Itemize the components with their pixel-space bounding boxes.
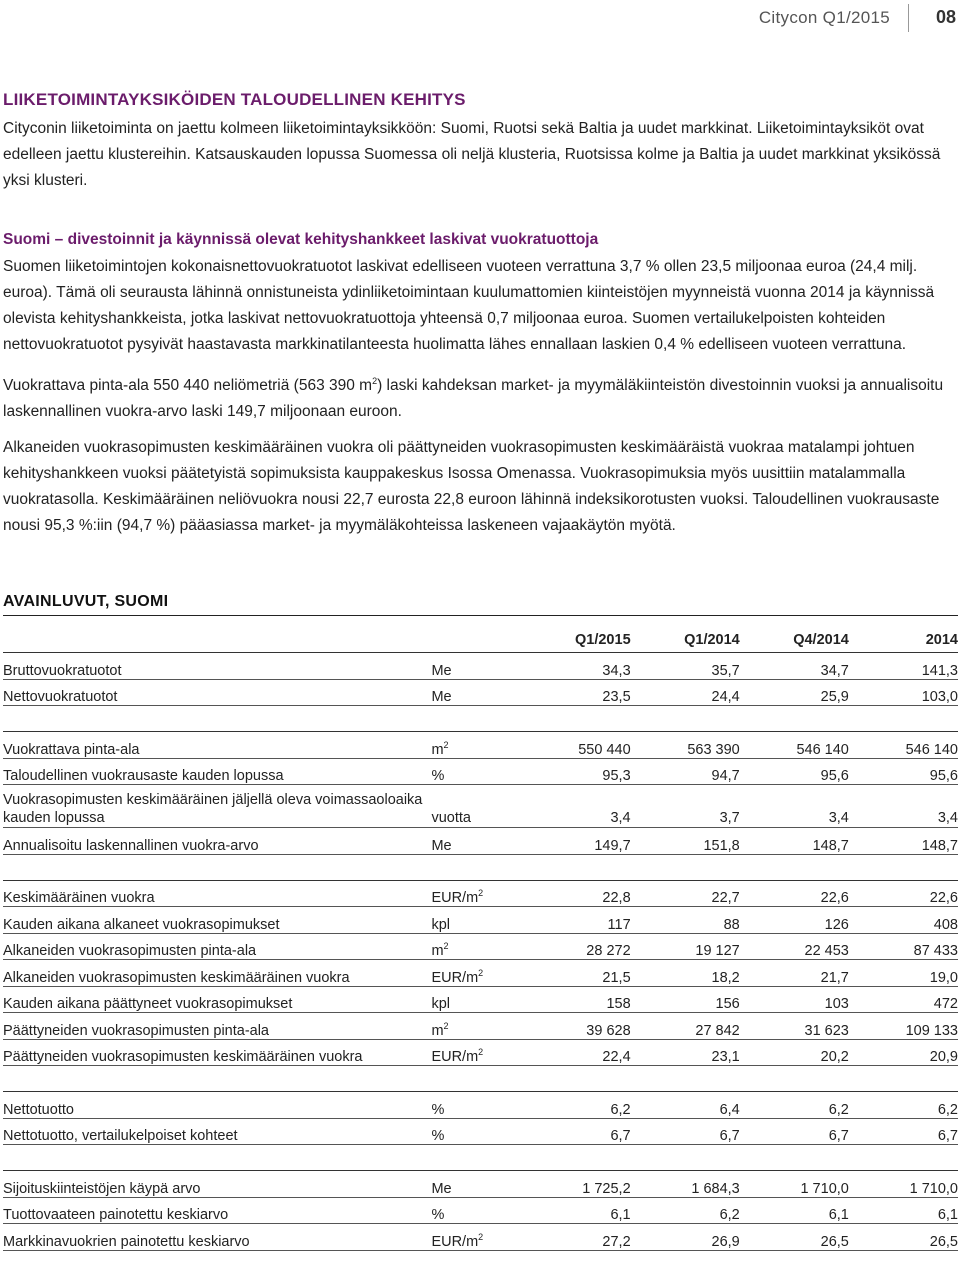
- table-title: AVAINLUVUT, SUOMI: [3, 593, 958, 616]
- value-cell: 6,1: [522, 1197, 631, 1224]
- table-row: [3, 933, 958, 960]
- column-header: Q1/2015: [522, 626, 631, 653]
- value-cell: 6,7: [849, 1118, 958, 1145]
- unit-text: EUR/m: [431, 1233, 479, 1250]
- value-cell: 18,2: [631, 960, 740, 987]
- unit-text: Me: [431, 689, 452, 706]
- row-label: Tuottovaateen painotettu keskiarvo: [3, 1197, 431, 1224]
- value-cell: 151,8: [631, 828, 740, 855]
- header-label-cell: [3, 626, 431, 653]
- value-cell: 6,2: [849, 1092, 958, 1119]
- row-unit: [431, 933, 521, 960]
- table-row: [3, 653, 958, 680]
- value-cell: 6,2: [631, 1197, 740, 1224]
- value-cell: 19 127: [631, 933, 740, 960]
- row-label: Markkinavuokrien painotettu keskiarvo: [3, 1224, 431, 1251]
- unit-text: %: [431, 1101, 445, 1118]
- value-cell: 103,0: [849, 679, 958, 706]
- row-label: Sijoituskiinteistöjen käypä arvo: [3, 1171, 431, 1198]
- table-row: [3, 1171, 958, 1198]
- value-cell: 6,1: [849, 1197, 958, 1224]
- row-unit: [431, 1197, 521, 1224]
- unit-superscript: 2: [478, 967, 484, 978]
- unit-text: Me: [431, 662, 452, 679]
- table-row: [3, 785, 958, 828]
- unit-text: m: [431, 741, 444, 758]
- row-label: Nettotuotto, vertailukelpoiset kohteet: [3, 1118, 431, 1145]
- paragraph-finland-2-part-b: ) laski kahdeksan market- ja myymäläkiinteistön divestoinnin vuoksi ja annualisoitu laskennallinen vuokra-arvo laski 149,7 miljoonaan euroon.: [3, 377, 944, 421]
- unit-superscript: 2: [443, 739, 449, 750]
- table-row: [3, 1197, 958, 1224]
- unit-text: kpl: [431, 996, 450, 1013]
- document-body: [3, 90, 958, 1251]
- row-unit: [431, 960, 521, 987]
- value-cell: 26,5: [849, 1224, 958, 1251]
- value-cell: 22,6: [740, 880, 849, 907]
- value-cell: 26,5: [740, 1224, 849, 1251]
- value-cell: 22 453: [740, 933, 849, 960]
- spacer-cell: [3, 854, 958, 880]
- value-cell: 34,7: [740, 653, 849, 680]
- unit-text: %: [431, 768, 445, 785]
- table-row: [3, 732, 958, 759]
- row-label: Päättyneiden vuokrasopimusten keskimääräinen vuokra: [3, 1039, 431, 1066]
- group-spacer-row: [3, 854, 958, 880]
- row-label: Vuokrattava pinta-ala: [3, 732, 431, 759]
- table-row: [3, 1118, 958, 1145]
- unit-superscript: 2: [443, 1020, 449, 1031]
- group-spacer-row: [3, 706, 958, 732]
- row-label: Vuokrasopimusten keskimääräinen jäljellä oleva voimassaoloaika kauden lopussa: [3, 785, 431, 828]
- value-cell: 546 140: [740, 732, 849, 759]
- unit-superscript: 2: [478, 888, 484, 899]
- group-spacer-row: [3, 1066, 958, 1092]
- value-cell: 26,9: [631, 1224, 740, 1251]
- row-unit: [431, 785, 521, 828]
- value-cell: 24,4: [631, 679, 740, 706]
- value-cell: 6,4: [631, 1092, 740, 1119]
- table-row: [3, 907, 958, 934]
- row-label: Nettotuotto: [3, 1092, 431, 1119]
- spacer-cell: [3, 1145, 958, 1171]
- header-divider: [908, 4, 909, 32]
- unit-superscript: 2: [478, 1231, 484, 1242]
- row-unit: [431, 828, 521, 855]
- table-row: [3, 986, 958, 1013]
- table-header-row: [3, 626, 958, 653]
- table-row: [3, 1039, 958, 1066]
- value-cell: 19,0: [849, 960, 958, 987]
- unit-text: vuotta: [431, 810, 471, 827]
- value-cell: 472: [849, 986, 958, 1013]
- unit-text: m: [431, 1022, 444, 1039]
- table-row: [3, 758, 958, 785]
- spacer-cell: [3, 1066, 958, 1092]
- value-cell: 39 628: [522, 1013, 631, 1040]
- value-cell: 546 140: [849, 732, 958, 759]
- value-cell: 22,6: [849, 880, 958, 907]
- page-number: 08: [935, 7, 956, 27]
- value-cell: 109 133: [849, 1013, 958, 1040]
- row-label: Nettovuokratuotot: [3, 679, 431, 706]
- row-label: Kauden aikana päättyneet vuokrasopimukset: [3, 986, 431, 1013]
- value-cell: 87 433: [849, 933, 958, 960]
- row-unit: [431, 1039, 521, 1066]
- header-unit-cell: [431, 626, 521, 653]
- paragraph-finland-2: [3, 368, 958, 425]
- row-unit: [431, 1118, 521, 1145]
- value-cell: 6,2: [522, 1092, 631, 1119]
- value-cell: 148,7: [740, 828, 849, 855]
- row-label: Bruttovuokratuotot: [3, 653, 431, 680]
- value-cell: 94,7: [631, 758, 740, 785]
- value-cell: 88: [631, 907, 740, 934]
- paragraph-finland-2-part-a: Vuokrattava pinta-ala 550 440 neliömetriä (563 390 m: [3, 377, 373, 395]
- row-unit: [431, 1092, 521, 1119]
- value-cell: 6,1: [740, 1197, 849, 1224]
- row-unit: [431, 653, 521, 680]
- value-cell: 3,7: [631, 785, 740, 828]
- unit-text: %: [431, 1128, 445, 1145]
- table-row: [3, 1224, 958, 1251]
- value-cell: 3,4: [849, 785, 958, 828]
- column-header: Q4/2014: [740, 626, 849, 653]
- unit-text: %: [431, 1207, 445, 1224]
- value-cell: 1 725,2: [522, 1171, 631, 1198]
- value-cell: 95,3: [522, 758, 631, 785]
- value-cell: 550 440: [522, 732, 631, 759]
- value-cell: 3,4: [740, 785, 849, 828]
- paragraph-business-units: Cityconin liiketoiminta on jaettu kolmeen liiketoimintayksikköön: Suomi, Ruotsi sekä Baltia ja uudet markkinat. Liiketoimintayksiköt ovat edelleen jaettu klustereihin. Katsauskauden lopussa Suomessa oli neljä klusteria, Ruotsissa kolme ja Baltia ja uudet markkinat yksikössä yksi klusteri.: [3, 120, 941, 189]
- unit-text: EUR/m: [431, 969, 479, 986]
- row-label: Taloudellinen vuokrausaste kauden lopussa: [3, 758, 431, 785]
- row-label: Kauden aikana alkaneet vuokrasopimukset: [3, 907, 431, 934]
- value-cell: 126: [740, 907, 849, 934]
- row-label: Alkaneiden vuokrasopimusten keskimääräinen vuokra: [3, 960, 431, 987]
- spacer-cell: [3, 706, 958, 732]
- value-cell: 103: [740, 986, 849, 1013]
- unit-text: kpl: [431, 916, 450, 933]
- value-cell: 117: [522, 907, 631, 934]
- value-cell: 6,7: [740, 1118, 849, 1145]
- paragraph-finland-1: Suomen liiketoimintojen kokonaisnettovuokratuotot laskivat edelliseen vuoteen verrattuna 3,7 % ollen 23,5 miljoonaa euroa (24,4 milj. euroa). Tämä oli seurausta lähinnä onnistuneista ydinliiketoimintaan kuulumattomien kiinteistöjen myynneistä vuonna 2014 ja käynnissä olevista kehityshankkeista, jotka laskivat nettovuokratuottoja yhteensä 0,7 miljoonaa euroa. Suomen vertailukelpoisten kohteiden nettovuokratuotot pysyivät haastavasta markkinatilanteesta huolimatta lähes ennallaan laskien 0,4 % edelliseen vuoteen verrattuna.: [3, 258, 935, 353]
- row-unit: [431, 1224, 521, 1251]
- value-cell: 22,7: [631, 880, 740, 907]
- report-title: Citycon Q1/2015: [758, 8, 890, 27]
- value-cell: 6,7: [631, 1118, 740, 1145]
- row-label: Päättyneiden vuokrasopimusten pinta-ala: [3, 1013, 431, 1040]
- row-unit: [431, 907, 521, 934]
- row-unit: [431, 986, 521, 1013]
- table-row: [3, 679, 958, 706]
- value-cell: 1 710,0: [849, 1171, 958, 1198]
- table-row: [3, 1092, 958, 1119]
- value-cell: 95,6: [849, 758, 958, 785]
- section-heading-business-units: LIIKETOIMINTAYKSIKÖIDEN TALOUDELLINEN KEHITYS: [3, 90, 466, 109]
- unit-text: EUR/m: [431, 890, 479, 907]
- value-cell: 25,9: [740, 679, 849, 706]
- value-cell: 1 710,0: [740, 1171, 849, 1198]
- value-cell: 141,3: [849, 653, 958, 680]
- value-cell: 95,6: [740, 758, 849, 785]
- row-unit: [431, 679, 521, 706]
- unit-superscript: 2: [478, 1047, 484, 1058]
- unit-text: EUR/m: [431, 1049, 479, 1066]
- page-header: [0, 0, 960, 40]
- superscript: 2: [372, 376, 378, 386]
- group-spacer-row: [3, 1145, 958, 1171]
- table-row: [3, 880, 958, 907]
- unit-text: Me: [431, 837, 452, 854]
- table-row: [3, 828, 958, 855]
- table-row: [3, 960, 958, 987]
- value-cell: 6,2: [740, 1092, 849, 1119]
- column-header: Q1/2014: [631, 626, 740, 653]
- row-unit: [431, 1171, 521, 1198]
- value-cell: 6,7: [522, 1118, 631, 1145]
- section-heading-finland: Suomi – divestoinnit ja käynnissä olevat kehityshankkeet laskivat vuokratuottoja: [3, 231, 599, 248]
- value-cell: 21,5: [522, 960, 631, 987]
- row-label: Annualisoitu laskennallinen vuokra-arvo: [3, 828, 431, 855]
- value-cell: 22,8: [522, 880, 631, 907]
- row-label: Keskimääräinen vuokra: [3, 880, 431, 907]
- value-cell: 23,1: [631, 1039, 740, 1066]
- paragraph-finland-3: Alkaneiden vuokrasopimusten keskimääräinen vuokra oli päättyneiden vuokrasopimusten keskimääräistä vuokraa matalampi johtuen kehityshankkeen vuoksi päätetyistä sopimuksista kauppakeskus Isossa Omenassa. Vuokrasopimuksia myös uusittiin matalammalla vuokratasolla. Keskimääräinen neliövuokra nousi 22,7 eurosta 22,8 euroon lähinnä indeksikorotusten vuoksi. Taloudellinen vuokrausaste nousi 95,3 %:iin (94,7 %) pääasiassa market- ja myymäläkohteissa laskeneen vajaakäytön myötä.: [3, 439, 940, 535]
- value-cell: 28 272: [522, 933, 631, 960]
- value-cell: 148,7: [849, 828, 958, 855]
- value-cell: 35,7: [631, 653, 740, 680]
- value-cell: 156: [631, 986, 740, 1013]
- unit-text: Me: [431, 1180, 452, 1197]
- value-cell: 3,4: [522, 785, 631, 828]
- unit-superscript: 2: [443, 941, 449, 952]
- value-cell: 20,9: [849, 1039, 958, 1066]
- row-unit: [431, 758, 521, 785]
- value-cell: 27,2: [522, 1224, 631, 1251]
- unit-text: m: [431, 943, 444, 960]
- table-body: [3, 653, 958, 1251]
- value-cell: 21,7: [740, 960, 849, 987]
- value-cell: 22,4: [522, 1039, 631, 1066]
- key-figures-table: [3, 626, 958, 1251]
- value-cell: 408: [849, 907, 958, 934]
- table-row: [3, 1013, 958, 1040]
- value-cell: 158: [522, 986, 631, 1013]
- row-unit: [431, 1013, 521, 1040]
- row-unit: [431, 880, 521, 907]
- value-cell: 563 390: [631, 732, 740, 759]
- column-header: 2014: [849, 626, 958, 653]
- value-cell: 149,7: [522, 828, 631, 855]
- value-cell: 27 842: [631, 1013, 740, 1040]
- value-cell: 23,5: [522, 679, 631, 706]
- value-cell: 31 623: [740, 1013, 849, 1040]
- value-cell: 34,3: [522, 653, 631, 680]
- row-label: Alkaneiden vuokrasopimusten pinta-ala: [3, 933, 431, 960]
- value-cell: 20,2: [740, 1039, 849, 1066]
- value-cell: 1 684,3: [631, 1171, 740, 1198]
- row-unit: [431, 732, 521, 759]
